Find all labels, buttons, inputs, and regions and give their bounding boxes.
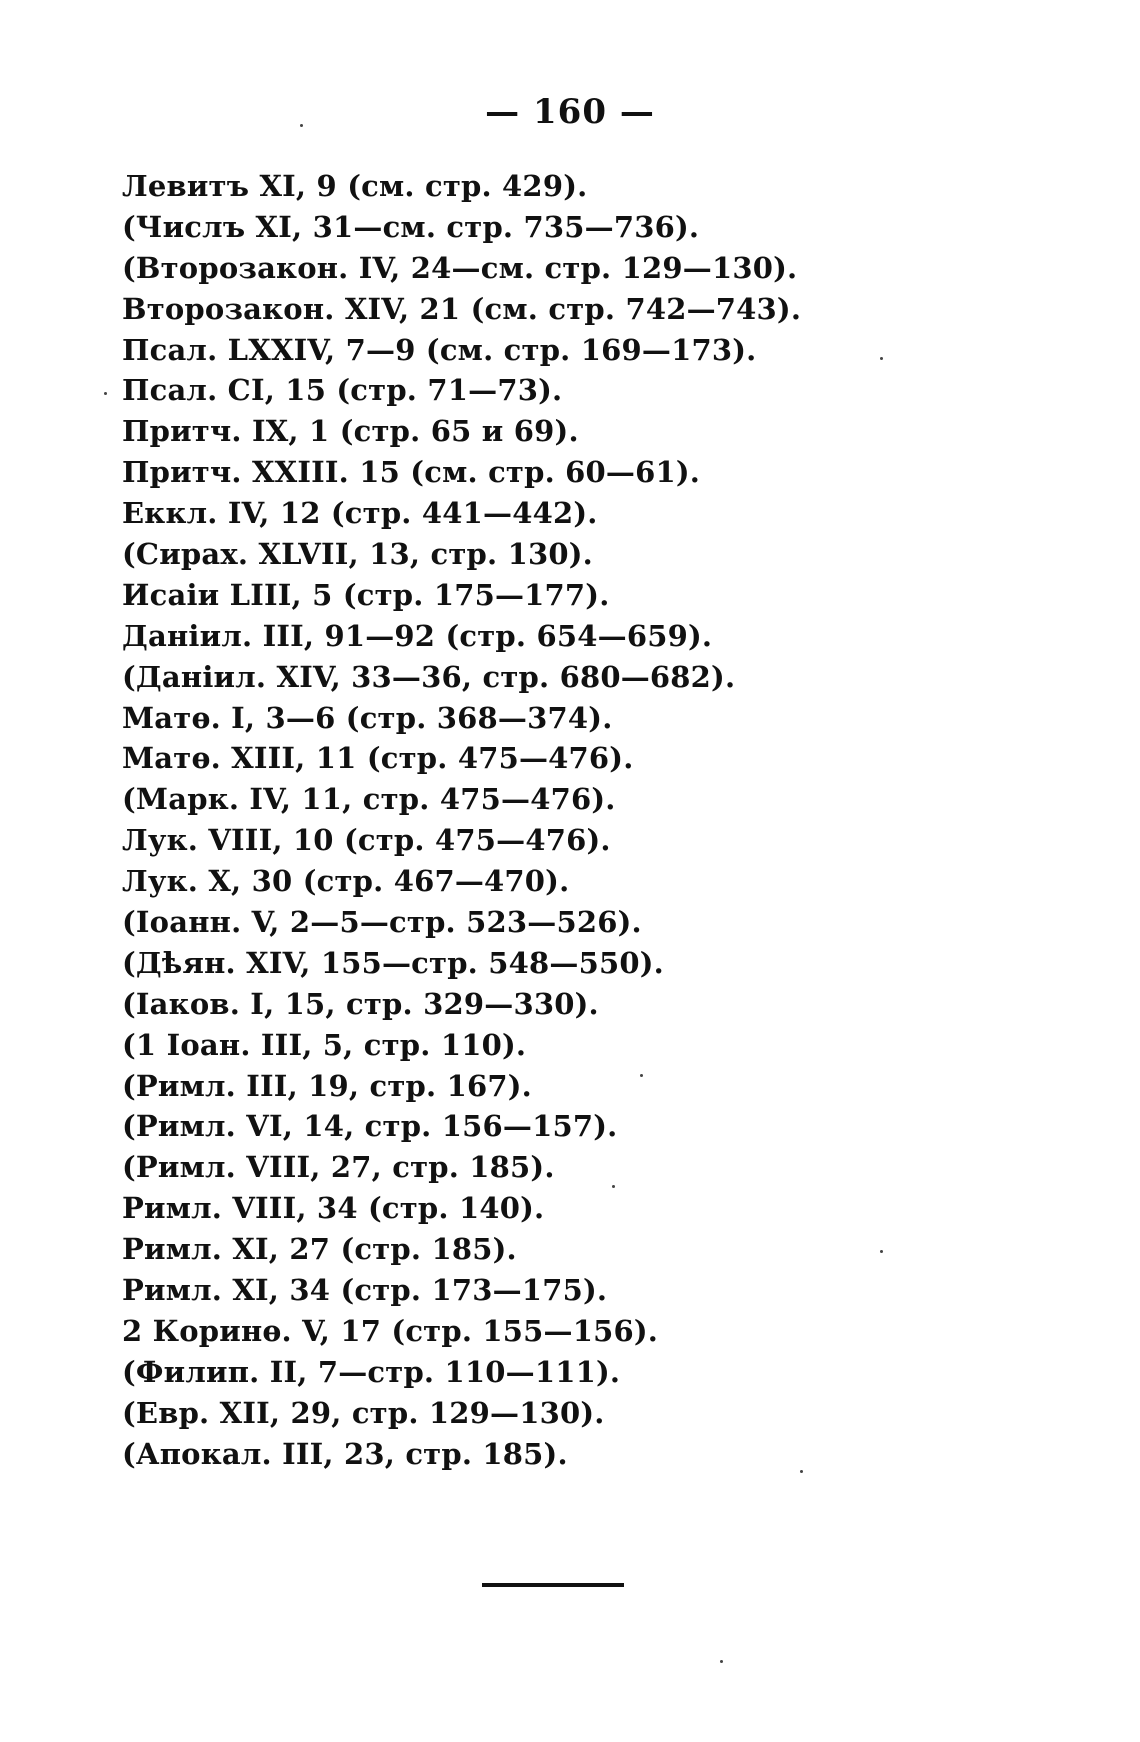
reference-line: Даніил. III, 91—92 (стр. 654—659). bbox=[122, 618, 713, 653]
closing-rule bbox=[482, 1583, 624, 1587]
reference-line: (Сирах. XLVII, 13, стр. 130). bbox=[122, 537, 593, 572]
reference-line: (Даніил. XIV, 33—36, стр. 680—682). bbox=[122, 659, 736, 694]
reference-line: Матѳ. I, 3—6 (стр. 368—374). bbox=[122, 700, 613, 735]
reference-line: (Числъ XI, 31—см. стр. 735—736). bbox=[122, 209, 700, 244]
reference-line: (Апокал. III, 23, стр. 185). bbox=[122, 1436, 568, 1471]
print-speck bbox=[640, 1074, 643, 1077]
reference-line: 2 Коринѳ. V, 17 (стр. 155—156). bbox=[122, 1313, 659, 1348]
reference-line: Второзакон. XIV, 21 (см. стр. 742—743). bbox=[122, 291, 802, 326]
reference-line: Римл. XI, 27 (стр. 185). bbox=[122, 1232, 517, 1267]
reference-line: Матѳ. XIII, 11 (стр. 475—476). bbox=[122, 741, 634, 776]
reference-line: Притч. XXIII. 15 (см. стр. 60—61). bbox=[122, 455, 701, 490]
reference-line: Лук. X, 30 (стр. 467—470). bbox=[122, 864, 570, 899]
reference-line: Исаiи LIII, 5 (стр. 175—177). bbox=[122, 577, 610, 612]
reference-line: (Второзакон. IV, 24—см. стр. 129—130). bbox=[122, 250, 798, 285]
print-speck bbox=[300, 124, 303, 127]
reference-line: (Евр. XII, 29, стр. 129—130). bbox=[122, 1395, 605, 1430]
print-speck bbox=[104, 392, 107, 395]
reference-line: Римл. XI, 34 (стр. 173—175). bbox=[122, 1273, 608, 1308]
print-speck bbox=[880, 1250, 883, 1253]
print-speck bbox=[612, 1185, 615, 1188]
reference-line: Еккл. IV, 12 (стр. 441—442). bbox=[122, 496, 598, 531]
reference-line: Псал. CI, 15 (стр. 71—73). bbox=[122, 373, 563, 408]
reference-line: (Іаков. I, 15, стр. 329—330). bbox=[122, 986, 599, 1021]
reference-line: (1 Іоан. III, 5, стр. 110). bbox=[122, 1027, 527, 1062]
reference-line: Левитъ XI, 9 (см. стр. 429). bbox=[122, 169, 588, 203]
scripture-reference-list bbox=[122, 166, 801, 1475]
reference-line: (Филип. II, 7—стр. 110—111). bbox=[122, 1354, 621, 1389]
print-speck bbox=[800, 1470, 803, 1473]
page-number: — 160 — bbox=[485, 92, 655, 132]
print-speck bbox=[720, 1660, 723, 1663]
reference-line: Псал. LXXIV, 7—9 (см. стр. 169—173). bbox=[122, 332, 757, 367]
reference-line: (Римл. VI, 14, стр. 156—157). bbox=[122, 1109, 618, 1144]
reference-line: (Дѣян. XIV, 155—стр. 548—550). bbox=[122, 945, 664, 980]
reference-line: (Іоанн. V, 2—5—стр. 523—526). bbox=[122, 905, 642, 940]
reference-line: (Римл. VIII, 27, стр. 185). bbox=[122, 1150, 555, 1185]
print-speck bbox=[880, 357, 883, 360]
reference-line: (Марк. IV, 11, стр. 475—476). bbox=[122, 782, 616, 817]
reference-line: Притч. IX, 1 (стр. 65 и 69). bbox=[122, 414, 579, 449]
reference-line: Лук. VIII, 10 (стр. 475—476). bbox=[122, 823, 611, 858]
reference-line: Римл. VIII, 34 (стр. 140). bbox=[122, 1191, 545, 1226]
reference-line: (Римл. III, 19, стр. 167). bbox=[122, 1068, 532, 1103]
